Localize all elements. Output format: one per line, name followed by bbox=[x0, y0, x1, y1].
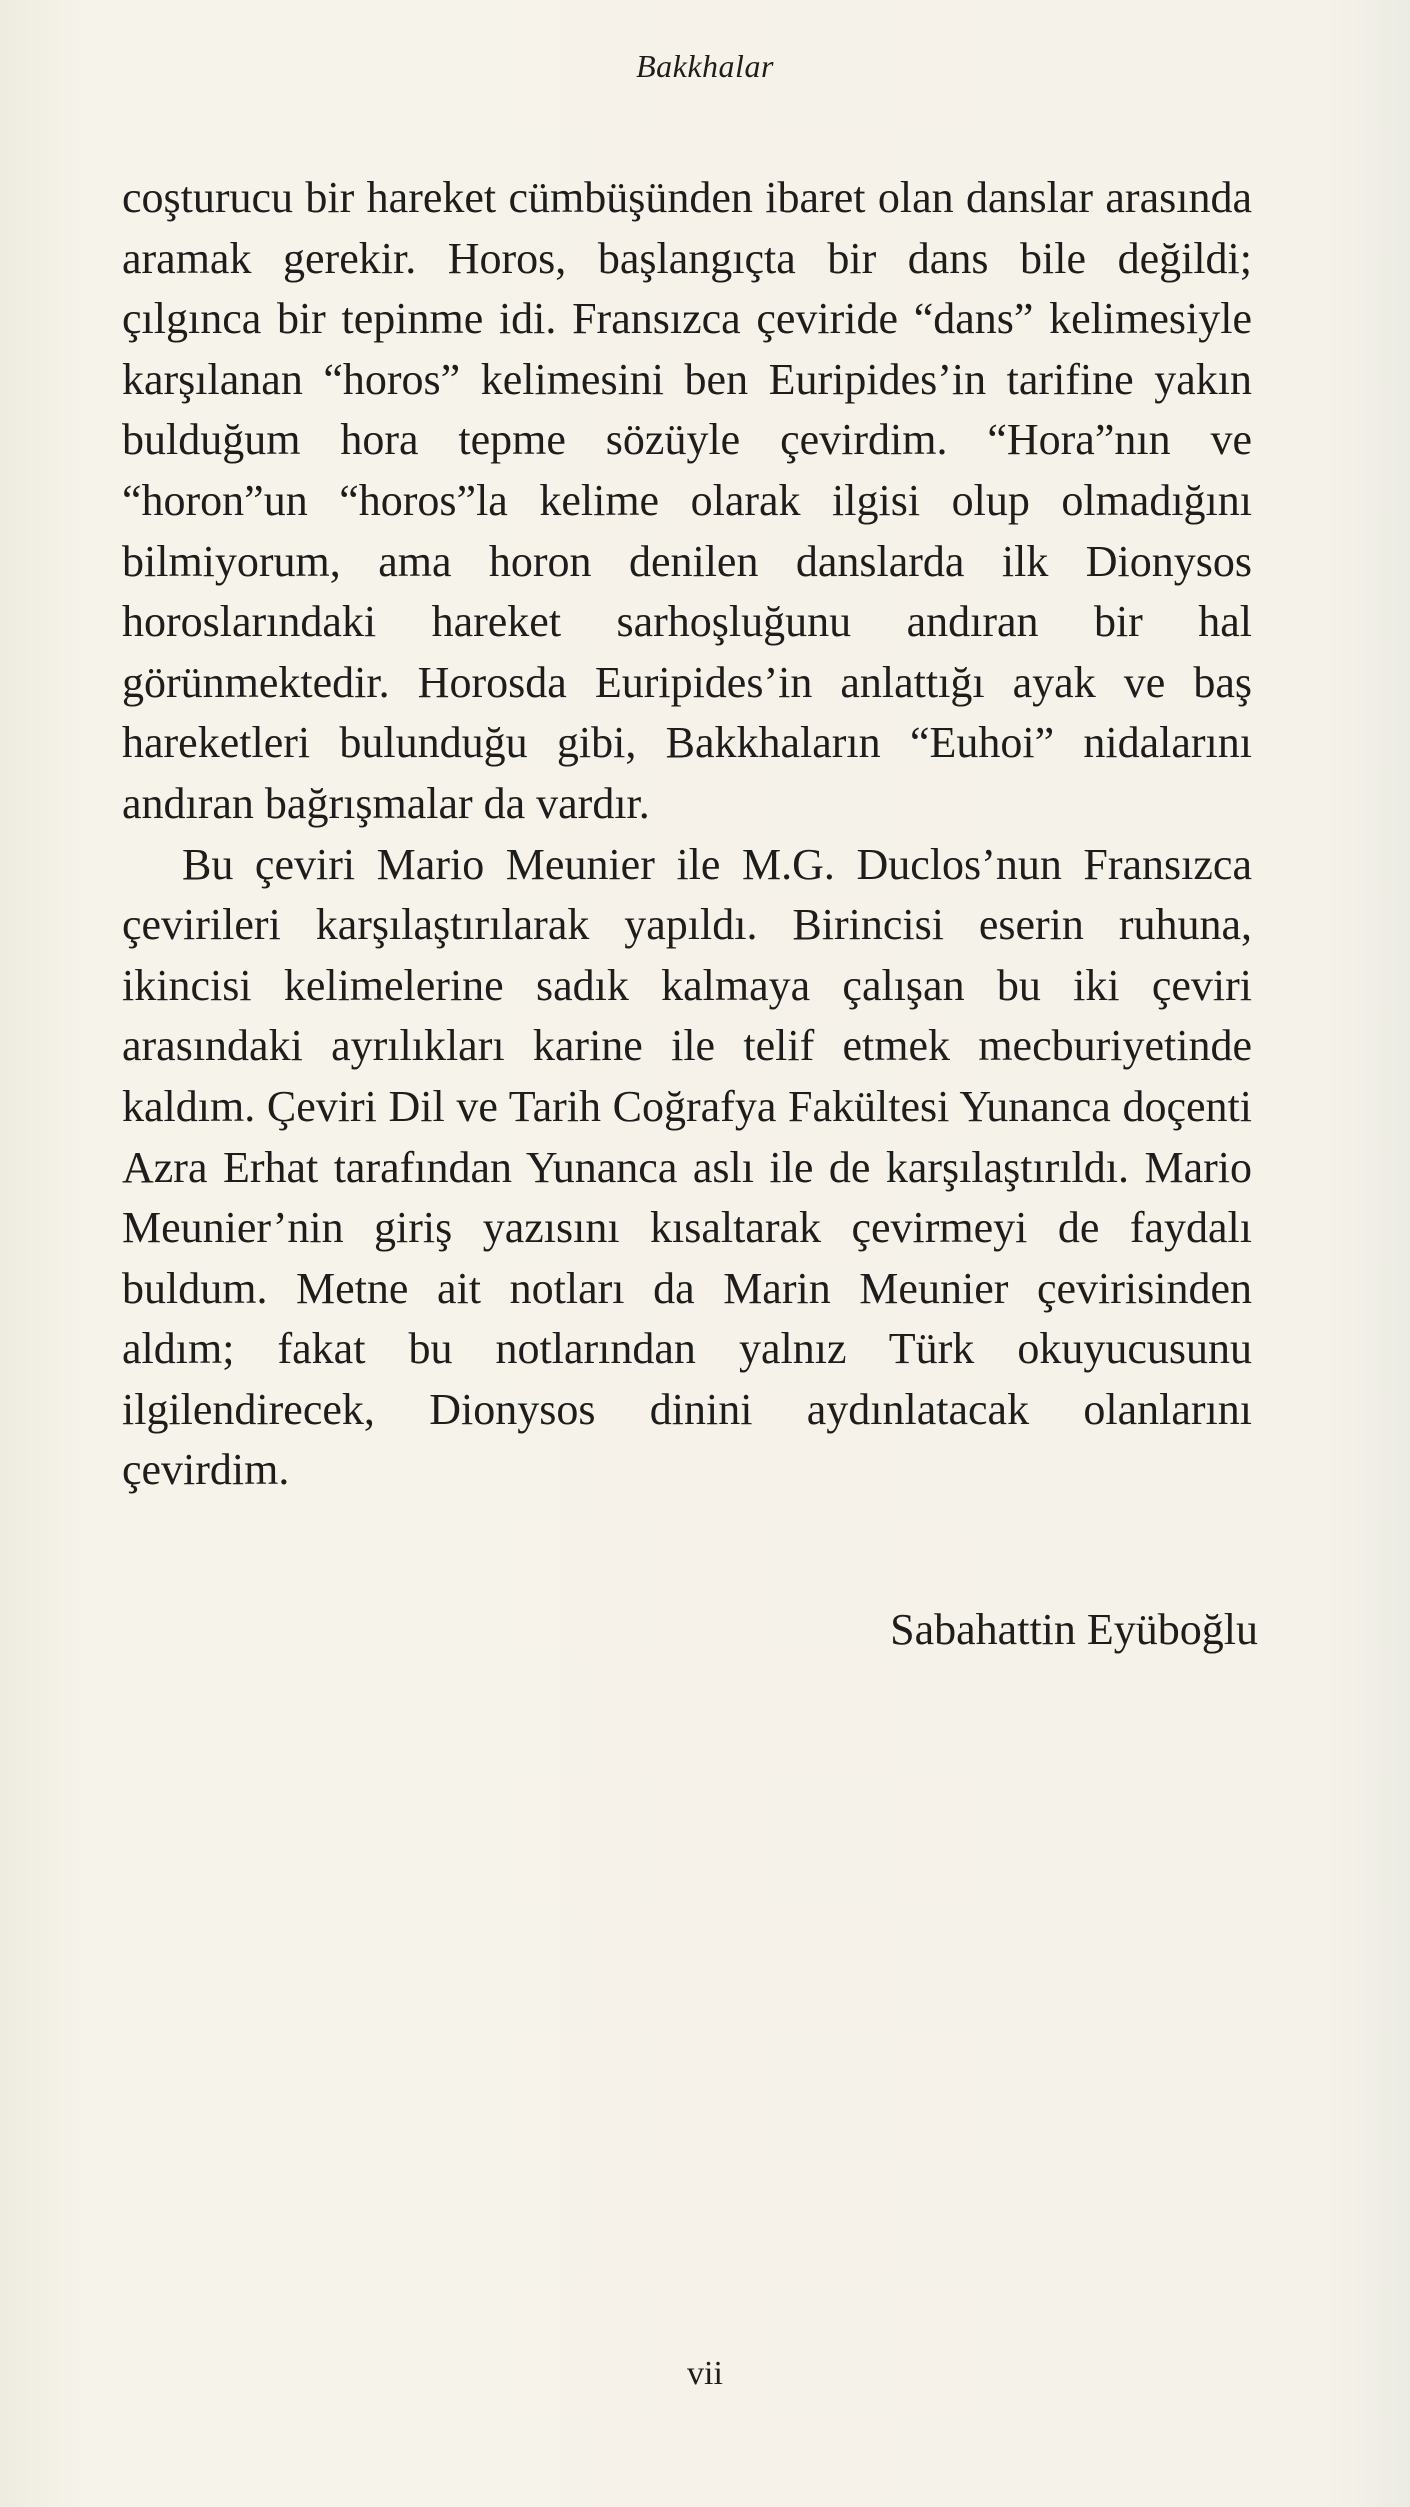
paragraph-1: coşturucu bir hareket cümbüşünden ibaret olan danslar arasında aramak gerekir. Horos, başlangıçta bir dans bile değildi; çılgınca bir tepinme idi. Fransızca çeviride “dans” kelimesiyle karşılanan “horos” kelimesini ben Euripides’in tarifine yakın bulduğum hora tepme sözüyle çevirdim. “Hora”nın ve “horon”un “horos”la kelime olarak ilgisi olup olmadığını bilmiyorum, ama horon denilen danslarda ilk Dionysos horoslarındaki hareket sarhoşluğunu andıran bir hal görünmektedir. Horosda Euripides’in anlattığı ayak ve baş hareketleri bulunduğu gibi, Bakkhaların “Euhoi” nidalarını andıran bağrışmalar da vardır. bbox=[122, 173, 1252, 828]
running-head: Bakkhalar bbox=[636, 48, 774, 84]
page-number: vii bbox=[687, 2355, 723, 2392]
body-text bbox=[122, 168, 1252, 1501]
paragraph-2: Bu çeviri Mario Meunier ile M.G. Duclos’nun Fransızca çevirileri karşılaştırılarak yapıldı. Birincisi eserin ruhuna, ikincisi kelimelerine sadık kalmaya çalışan bu iki çeviri arasındaki ayrılıkları karine ile telif etmek mecburiyetinde kaldım. Çeviri Dil ve Tarih Coğrafya Fakültesi Yunanca doçenti Azra Erhat tarafından Yunanca aslı ile de karşılaştırıldı. Mario Meunier’nin giriş yazısını kısaltarak çevirmeyi de faydalı buldum. Metne ait notları da Marin Meunier çevirisinden aldım; fakat bu notlarından yalnız Türk okuyucusunu ilgilendirecek, Dionysos dinini aydınlatacak olanlarını çevirdim. bbox=[122, 839, 1252, 1495]
signature: Sabahattin Eyüboğlu bbox=[890, 1605, 1258, 1654]
